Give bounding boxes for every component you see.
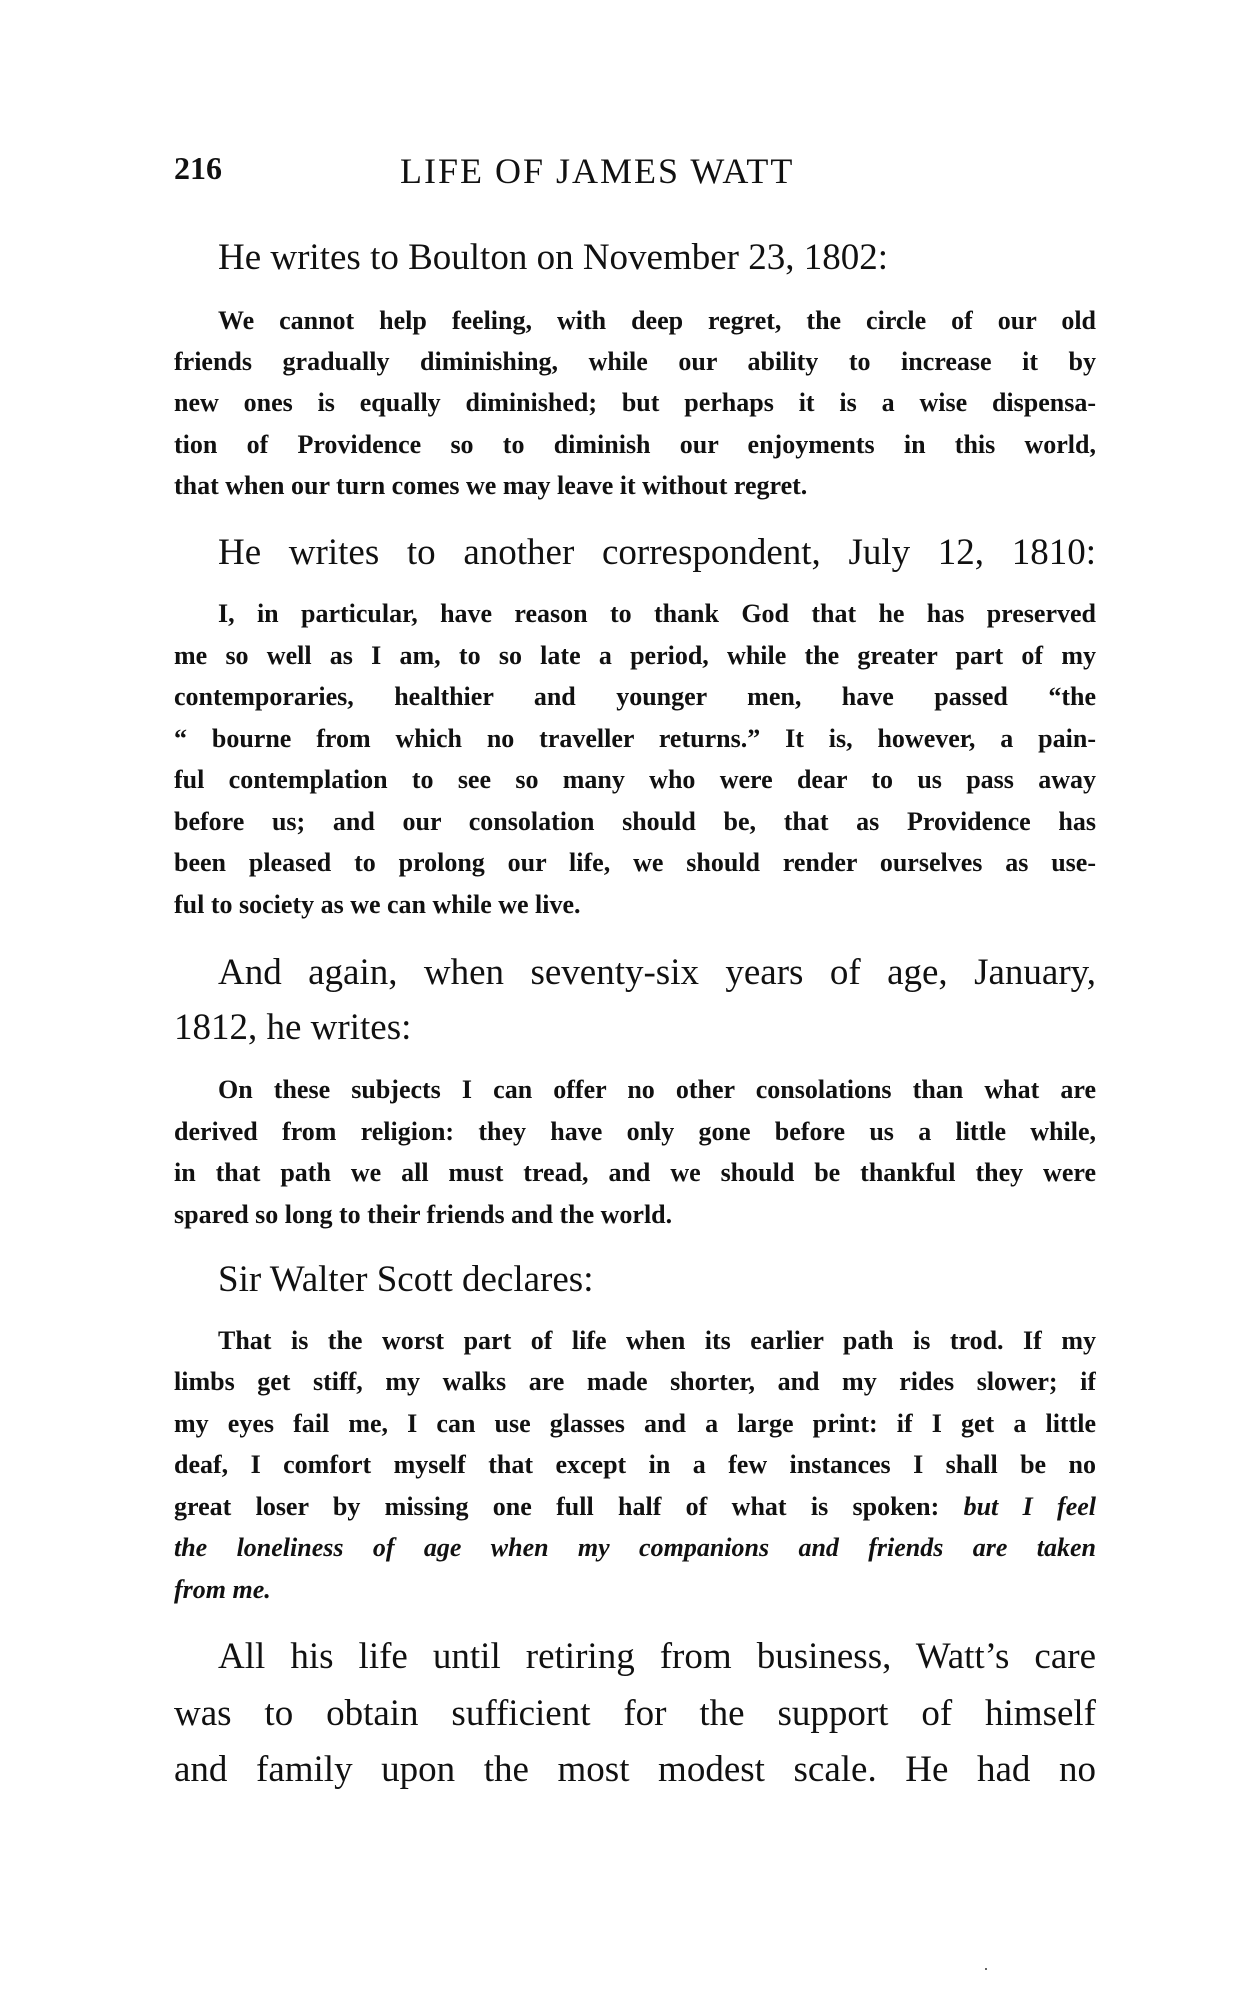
body-line: and family upon the most modest scale. He had no [174,1749,1096,1790]
section-heading: And again, when seventy-six years of age, January, [218,952,1096,993]
quote-text: great loser by missing one full half of what is spoken: [174,1492,940,1521]
page-number: 216 [174,150,222,186]
section-heading: He writes to another correspondent, July 12, 1810: [218,532,1096,573]
running-head [174,150,1096,198]
quote-italic-line: from me. [174,1575,271,1604]
quote-line: tion of Providence so to diminish our enjoyments in this world, [174,430,1096,459]
quote-line: “ bourne from which no traveller returns.” It is, however, a pain- [174,724,1096,753]
quote-line: We cannot help feeling, with deep regret, the circle of our old [218,306,1096,335]
quote-line: On these subjects I can offer no other consolations than what are [218,1075,1096,1104]
body-line: was to obtain sufficient for the support of himself [174,1693,1096,1734]
quote-line: limbs get stiff, my walks are made shorter, and my rides slower; if [174,1367,1096,1396]
quote-line: before us; and our consolation should be, that as Providence has [174,807,1096,836]
quote-line: ful contemplation to see so many who were dear to us pass away [174,765,1096,794]
quote-line: been pleased to prolong our life, we should render ourselves as use- [174,848,1096,877]
section-heading: 1812, he writes: [174,1007,412,1048]
quote-line: That is the worst part of life when its earlier path is trod. If my [218,1326,1096,1355]
quote-italic-line: the loneliness of age when my companions and friends are taken [174,1533,1096,1562]
quote-line: contemporaries, healthier and younger men, have passed “the [174,682,1096,711]
quote-line: that when our turn comes we may leave it without regret. [174,471,808,500]
section-heading: Sir Walter Scott declares: [218,1259,594,1300]
quote-line: ful to society as we can while we live. [174,890,581,919]
quote-line: my eyes fail me, I can use glasses and a large print: if I get a little [174,1409,1096,1438]
quote-line: in that path we all must tread, and we should be thankful they were [174,1158,1096,1187]
quote-line: deaf, I comfort myself that except in a few instances I shall be no [174,1450,1096,1479]
scan-speck [985,1968,987,1970]
quote-line [174,1489,1096,1525]
quote-line: me so well as I am, to so late a period, while the greater part of my [174,641,1096,670]
running-title: LIFE OF JAMES WATT [400,151,795,191]
quote-line: new ones is equally diminished; but perhaps it is a wise dispensa- [174,388,1096,417]
quote-italic-text: but I feel [963,1492,1096,1521]
quote-line: spared so long to their friends and the world. [174,1200,673,1229]
quote-line: friends gradually diminishing, while our ability to increase it by [174,347,1096,376]
quote-line: I, in particular, have reason to thank God that he has preserved [218,599,1096,628]
quote-line: derived from religion: they have only gone before us a little while, [174,1117,1096,1146]
section-heading: He writes to Boulton on November 23, 1802: [218,237,889,278]
body-line: All his life until retiring from business, Watt’s care [218,1636,1096,1677]
